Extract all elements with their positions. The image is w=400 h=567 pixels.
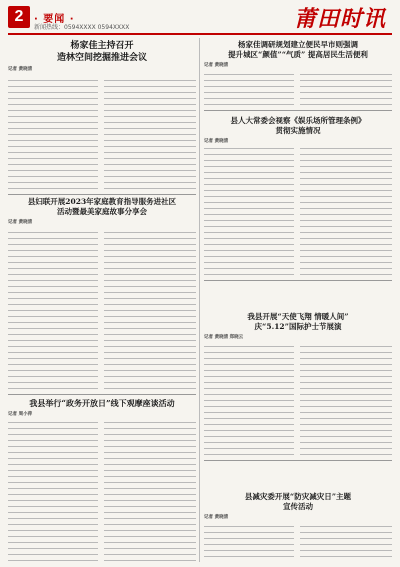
- masthead-logo: 莆田时讯: [293, 6, 386, 32]
- article-body-col2: [300, 146, 392, 276]
- article-byline: 记者 黄晓清 郑晓云: [204, 335, 244, 340]
- article-title-line2: 造林空间挖掘推进会议: [56, 53, 147, 63]
- article-body-col2: [104, 420, 196, 562]
- article-title: 杨家佳主持召开: [70, 41, 134, 51]
- article-byline: 记者 黄晓清: [204, 139, 229, 144]
- column-divider: [199, 38, 200, 562]
- article-body-col2: [300, 344, 392, 456]
- article-body-col1: [8, 78, 98, 190]
- article-body-col2: [300, 524, 392, 562]
- hotline-text: 新闻热线：0594XXXX 0594XXXX: [34, 24, 130, 31]
- article-mountain-forest: [8, 40, 196, 72]
- header-rule: [8, 33, 392, 35]
- article-separator: [8, 394, 196, 395]
- article-byline: 记者 黄晓清: [204, 63, 229, 68]
- article-body-col2: [104, 230, 196, 390]
- article-byline: 记者 黄晓清: [8, 220, 33, 225]
- article-byline: 记者 周小萍: [8, 412, 33, 417]
- page-header: [0, 0, 400, 34]
- article-title-line2: 庆“5.12”国际护士节展演: [254, 322, 342, 331]
- article-separator: [8, 194, 196, 195]
- article-morning-market: [204, 40, 392, 68]
- article-title: 县妇联开展2023年家庭教育指导服务进社区: [27, 197, 177, 206]
- article-gov-open-day: [8, 398, 196, 417]
- article-body-col1: [8, 230, 98, 390]
- article-body-col1: [204, 146, 294, 276]
- article-title-line2: 提升城区“颜值”“气质” 提高居民生活便利: [228, 50, 368, 59]
- article-title: 县人大常委会视察《娱乐场所管理条例》: [230, 116, 366, 125]
- section-label: · 要闻 ·: [34, 14, 75, 25]
- article-title: 县减灾委开展“防灾减灾日”主题: [244, 492, 352, 501]
- article-body-col1: [8, 420, 98, 562]
- article-byline: 记者 黄晓清: [8, 67, 33, 72]
- article-women-federation: [8, 197, 196, 225]
- article-title: 我县开展“天使飞翔 情暖人间”: [247, 312, 349, 321]
- article-title-line2: 宣传活动: [283, 502, 313, 511]
- article-body-col2: [300, 72, 392, 106]
- article-separator: [204, 460, 392, 461]
- article-disaster-day: [204, 492, 392, 520]
- article-title: 我县举行“政务开放日”线下观摩座谈活动: [29, 398, 175, 408]
- article-npc-inspection: [204, 116, 392, 144]
- article-nurses-day: [204, 312, 392, 340]
- article-body-col2: [104, 78, 196, 190]
- article-byline: 记者 黄晓清: [204, 515, 229, 520]
- article-title-line2: 贯彻实施情况: [275, 126, 321, 135]
- article-body-col1: [204, 524, 294, 562]
- article-body-col1: [204, 344, 294, 456]
- article-body-col1: [204, 72, 294, 106]
- page-number: 2: [8, 6, 30, 28]
- article-separator: [204, 110, 392, 111]
- article-title-line2: 活动暨最美家庭故事分享会: [57, 207, 147, 216]
- article-title: 杨家佳调研规划建立便民早市则强调: [238, 40, 358, 49]
- article-separator: [204, 280, 392, 281]
